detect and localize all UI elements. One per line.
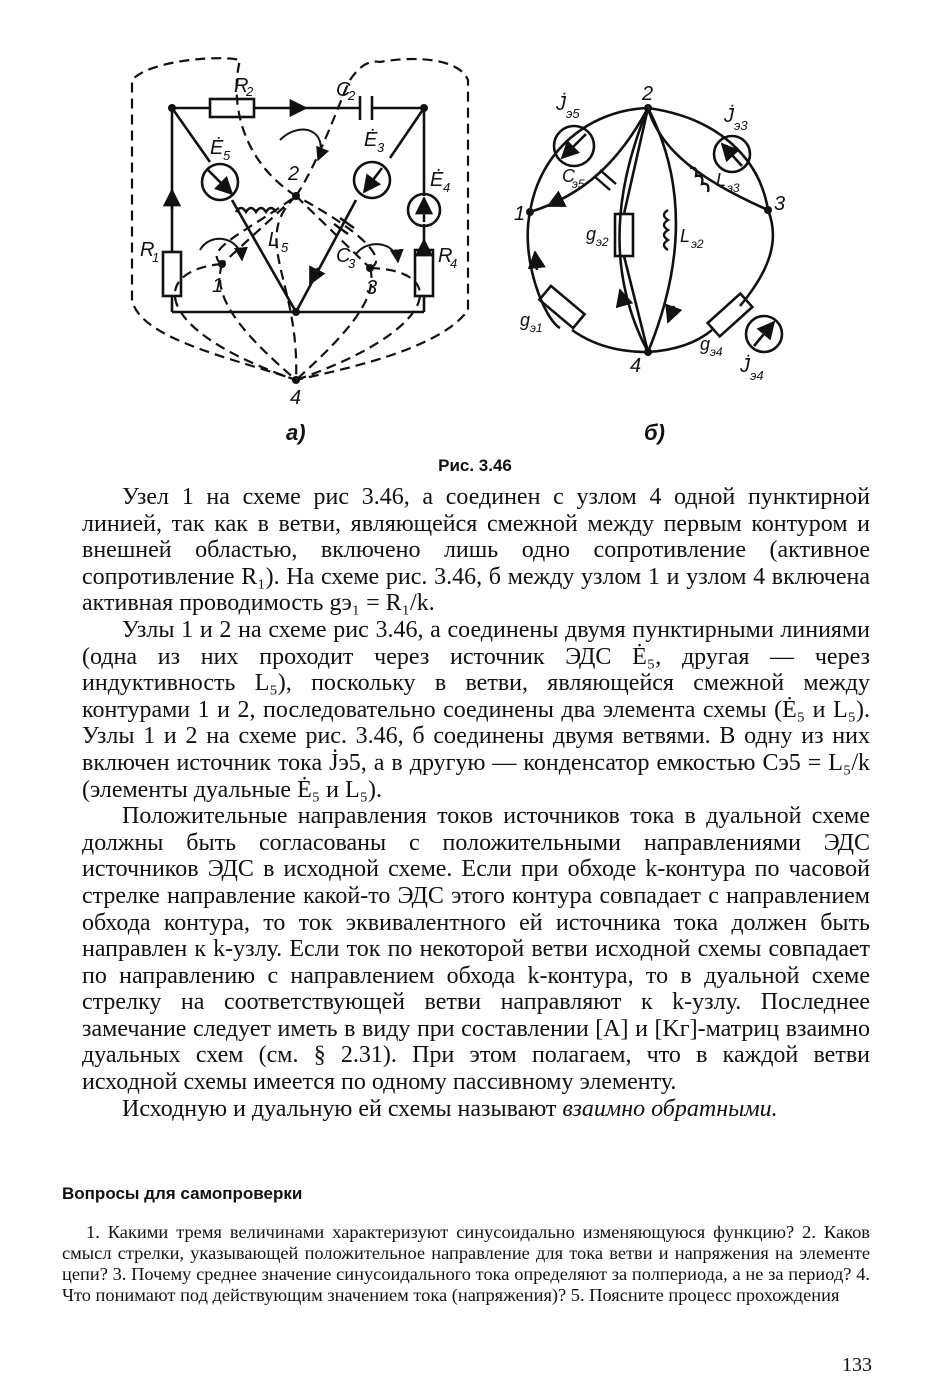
label-g31: g <box>520 310 531 330</box>
resistor-r2 <box>210 99 254 117</box>
label-g31-sub: э1 <box>530 321 543 335</box>
label-j33-sub: э3 <box>734 118 748 133</box>
node-a-1: 1 <box>212 275 224 297</box>
label-r2-sub: 2 <box>246 84 254 99</box>
paragraph-last-text: Исходную и дуальную ей схемы называют <box>122 1095 563 1122</box>
inductor-l32 <box>664 210 668 250</box>
paragraph-last <box>82 1096 870 1123</box>
label-g34-sub: э4 <box>710 345 723 359</box>
label-l32-sub: э2 <box>691 237 704 251</box>
label-r4: R <box>438 245 453 267</box>
label-e3: Ė <box>364 129 378 151</box>
label-g32-sub: э2 <box>596 235 609 249</box>
label-j35-sub: э5 <box>566 106 580 121</box>
label-c2: C <box>336 79 351 101</box>
label-c3: C <box>336 245 351 267</box>
label-e5: Ė <box>210 137 224 159</box>
node-b-1: 1 <box>514 203 526 225</box>
paragraph: Положительные направления токов источников тока в дуальной схеме должны быть согласованы с положительными направлениями ЭДС источников ЭДС в исходной схеме. Если при обходе k-контура по часовой стрелке направление какой-то ЭДС этого контура совпадает с направлением обхода контура, то ток эквивалентного ей источника тока должен быть направлен к k-узлу. Если ток по некоторой ветви исходной схемы совпадает по направлению с направлением обхода k-контура, то в дуальной схеме стрелку на соответствующей ветви направляют к k-узлу. Последнее замечание следует иметь в виду при составлении [A] и [Kг]-матриц взаимно дуальных схем (см. § 2.31). При этом полагаем, что в каждой ветви исходной схемы имеется по одному пассивному элементу. <box>82 803 870 1096</box>
label-c35: C <box>562 166 575 186</box>
dual-dashed-lines <box>132 58 468 380</box>
paragraph: Узел 1 на схеме рис 3.46, а соединен с узлом 4 одной пунктирной линией, так как в ветви, являющейся смежной между первым контуром и внешней областью, включено лишь одно сопротивление (активное сопротивление R₁). На схеме рис. 3.46, б между узлом 1 и узлом 4 включена активная проводимость gэ₁ = R₁/k. <box>82 484 870 617</box>
label-l5-sub: 5 <box>281 240 289 255</box>
emphasis-term: взаимно обратными. <box>562 1095 778 1122</box>
label-r4-sub: 4 <box>450 256 458 271</box>
figure-3-46 <box>0 0 950 480</box>
label-l5: L <box>268 229 280 251</box>
questions-heading: Вопросы для самопроверки <box>62 1184 303 1203</box>
label-j35: J̇ <box>556 93 566 115</box>
resistor-r4 <box>415 250 433 296</box>
nodes-a <box>168 104 428 384</box>
label-j34: J̇ <box>740 355 750 377</box>
label-l33: L <box>716 170 727 190</box>
conductance-g32 <box>615 214 633 256</box>
node-b-3: 3 <box>774 193 786 215</box>
page-number: 133 <box>842 1354 872 1376</box>
capacitor-c35 <box>594 170 616 190</box>
label-c3-sub: 3 <box>348 256 356 271</box>
body-text <box>82 484 870 1122</box>
label-g32: g <box>586 224 597 244</box>
circuit-b <box>528 108 782 352</box>
inductor-l5 <box>236 208 276 212</box>
figure-caption: Рис. 3.46 <box>438 456 512 475</box>
conductance-g31 <box>539 286 584 328</box>
label-j34-sub: э4 <box>750 368 764 383</box>
paragraph: Узлы 1 и 2 на схеме рис 3.46, а соединены двумя пунктирными линиями (одна из них проходит через источник ЭДС Ė₅, другая — через индуктивность L₅), поскольку в ветви, являющейся смежной между контурами 1 и 2, последовательно соединены два элемента схемы (Ė₅ и L₅). Узлы 1 и 2 на схеме рис. 3.46, б соединены двумя ветвями. В одну из них включен источник тока J̇э5, а в другую — конденсатор емкостью Cэ5 = L₅/k (элементы дуальные Ė₅ и L₅). <box>82 616 870 803</box>
node-a-3: 3 <box>366 277 378 299</box>
label-e3-sub: 3 <box>377 140 385 155</box>
label-j33: J̇ <box>724 105 734 127</box>
label-c35-sub: э5 <box>572 177 585 191</box>
node-b-2: 2 <box>642 83 654 105</box>
questions-text: 1. Какими тремя величинами характеризуют синусоидально изменяющуюся функцию? 2. Каков смысл стрелки, указывающей положительное направление для тока ветви и напряжения на элементе цепи? 3. Почему среднее значение синусоидального тока определяют за полпериода, а не за период? 4. Что понимают под действующим значением тока (напряжения)? 5. Поясните процесс прохождения <box>62 1222 870 1305</box>
label-r2: R <box>234 75 249 97</box>
circuit-a <box>163 96 440 312</box>
label-e5-sub: 5 <box>223 148 231 163</box>
node-a-2: 2 <box>288 163 300 185</box>
label-g34: g <box>700 334 711 354</box>
label-r1: R <box>140 239 155 261</box>
node-a-4: 4 <box>290 387 302 409</box>
label-l33-sub: э3 <box>727 181 740 195</box>
panel-b-label: б) <box>644 420 665 445</box>
resistor-r1 <box>163 252 181 296</box>
panel-a-label: а) <box>286 420 306 445</box>
label-e4: Ė <box>430 169 444 191</box>
node-b-4: 4 <box>630 355 642 377</box>
label-c2-sub: 2 <box>348 88 356 103</box>
label-l32: L <box>680 226 691 246</box>
label-e4-sub: 4 <box>443 180 451 195</box>
label-r1-sub: 1 <box>152 250 160 265</box>
